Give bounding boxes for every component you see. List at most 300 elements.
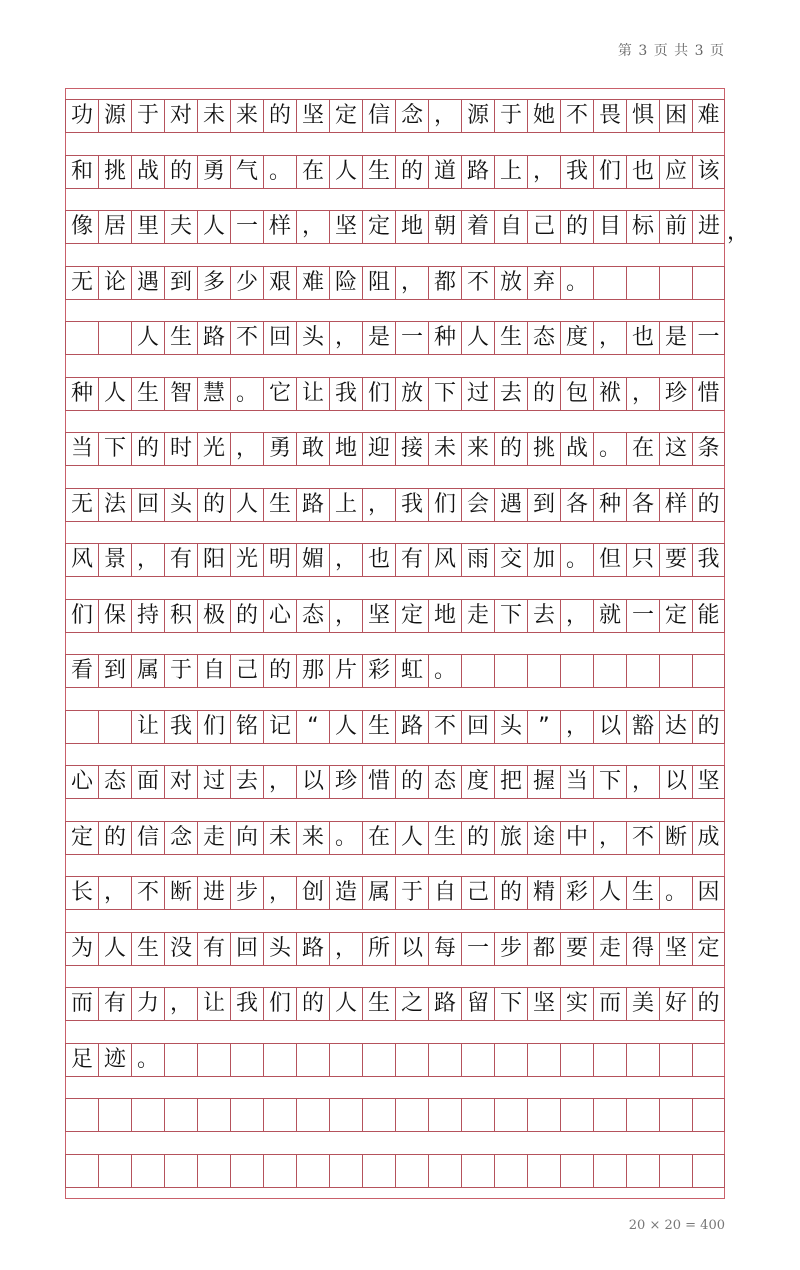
grid-cell bbox=[131, 1155, 164, 1187]
grid-cell: 属 bbox=[362, 877, 395, 909]
grid-cell: 们 bbox=[263, 988, 296, 1020]
grid-cell: 态 bbox=[296, 600, 329, 632]
grid-cell: 智 bbox=[164, 378, 197, 410]
grid-cell: 彩 bbox=[560, 877, 593, 909]
grid-cell bbox=[230, 1044, 263, 1076]
grid-cell: 人 bbox=[230, 489, 263, 521]
grid-cell: 样 bbox=[263, 211, 296, 243]
grid-cell: 接 bbox=[395, 433, 428, 465]
grid-row-text: 足迹。 bbox=[71, 1046, 171, 1072]
grid-cell: 我 bbox=[329, 378, 362, 410]
grid-cell: 定 bbox=[659, 600, 692, 632]
grid-cell: ， bbox=[329, 322, 362, 354]
grid-cell: 态 bbox=[428, 766, 461, 798]
grid-row bbox=[65, 210, 750, 245]
grid-cell: 险 bbox=[329, 267, 362, 299]
grid-cell: 像 bbox=[65, 211, 98, 243]
grid-cell: 她 bbox=[527, 100, 560, 132]
grid-cell: 的 bbox=[527, 378, 560, 410]
grid-cell: 头 bbox=[164, 489, 197, 521]
grid-cell: 途 bbox=[527, 822, 560, 854]
grid-cell bbox=[692, 267, 725, 299]
grid-cell bbox=[428, 1099, 461, 1131]
grid-row bbox=[65, 99, 725, 133]
grid-cell bbox=[461, 1155, 494, 1187]
grid-cell bbox=[560, 1155, 593, 1187]
grid-cell bbox=[263, 1099, 296, 1131]
grid-cell: 会 bbox=[461, 489, 494, 521]
grid-cell: 坚 bbox=[659, 933, 692, 965]
grid-cell: 于 bbox=[494, 100, 527, 132]
grid-cell: 去 bbox=[494, 378, 527, 410]
grid-cell: 地 bbox=[428, 600, 461, 632]
grid-cell: 有 bbox=[197, 933, 230, 965]
grid-cell: 得 bbox=[626, 933, 659, 965]
grid-cell: ， bbox=[296, 211, 329, 243]
grid-cell: 创 bbox=[296, 877, 329, 909]
grid-cell: 之 bbox=[395, 988, 428, 1020]
grid-cell: 勇 bbox=[197, 156, 230, 188]
grid-cell: 定 bbox=[692, 933, 725, 965]
grid-cell: 来 bbox=[461, 433, 494, 465]
grid-cell: 走 bbox=[461, 600, 494, 632]
grid-cell: 路 bbox=[296, 933, 329, 965]
grid-cell: 坚 bbox=[296, 100, 329, 132]
grid-cell: 片 bbox=[329, 655, 362, 687]
grid-cell bbox=[395, 1155, 428, 1187]
grid-cell: 我 bbox=[395, 489, 428, 521]
grid-cell: 的 bbox=[692, 489, 725, 521]
grid-cell bbox=[65, 1099, 98, 1131]
grid-cell: 有 bbox=[164, 544, 197, 576]
grid-cell bbox=[329, 1099, 362, 1131]
grid-cell: 而 bbox=[65, 988, 98, 1020]
grid-cell bbox=[494, 1155, 527, 1187]
grid-cell: 来 bbox=[296, 822, 329, 854]
grid-cell: 着 bbox=[461, 211, 494, 243]
grid-cell: 袱 bbox=[593, 378, 626, 410]
grid-cell: 念 bbox=[164, 822, 197, 854]
grid-cell: 一 bbox=[692, 322, 725, 354]
grid-cell: 难 bbox=[692, 100, 725, 132]
grid-cell: 。 bbox=[659, 877, 692, 909]
grid-cell: 生 bbox=[263, 489, 296, 521]
grid-cell: 源 bbox=[461, 100, 494, 132]
grid-cell bbox=[230, 1155, 263, 1187]
grid-cell: 坚 bbox=[692, 766, 725, 798]
grid-cell: 生 bbox=[164, 322, 197, 354]
grid-cell: 。 bbox=[560, 267, 593, 299]
grid-cell: 彩 bbox=[362, 655, 395, 687]
grid-cell: 到 bbox=[527, 489, 560, 521]
grid-row bbox=[65, 266, 725, 300]
grid-cell: 头 bbox=[263, 933, 296, 965]
grid-row bbox=[65, 599, 725, 633]
grid-cell: 们 bbox=[362, 378, 395, 410]
grid-cell: 保 bbox=[98, 600, 131, 632]
grid-cell: 在 bbox=[296, 156, 329, 188]
grid-cell: 头 bbox=[296, 322, 329, 354]
grid-cell: 到 bbox=[98, 655, 131, 687]
grid-cell bbox=[98, 1155, 131, 1187]
grid-cell: 自 bbox=[428, 877, 461, 909]
grid-cell: 己 bbox=[230, 655, 263, 687]
grid-cell bbox=[593, 1099, 626, 1131]
grid-cell: 生 bbox=[131, 933, 164, 965]
grid-cell: 生 bbox=[494, 322, 527, 354]
grid-cell: 己 bbox=[527, 211, 560, 243]
grid-cell: 交 bbox=[494, 544, 527, 576]
grid-cell: 态 bbox=[98, 766, 131, 798]
grid-cell bbox=[692, 1155, 725, 1187]
grid-cell: 明 bbox=[263, 544, 296, 576]
grid-cell: 雨 bbox=[461, 544, 494, 576]
grid-cell: 握 bbox=[527, 766, 560, 798]
grid-cell: 夫 bbox=[164, 211, 197, 243]
grid-cell: 属 bbox=[131, 655, 164, 687]
grid-cell: 对 bbox=[164, 100, 197, 132]
grid-cell: 下 bbox=[593, 766, 626, 798]
grid-cell bbox=[428, 1155, 461, 1187]
grid-cell: 积 bbox=[164, 600, 197, 632]
grid-cell: 生 bbox=[131, 378, 164, 410]
grid-cell: 把 bbox=[494, 766, 527, 798]
grid-cell: 少 bbox=[230, 267, 263, 299]
grid-cell: 艰 bbox=[263, 267, 296, 299]
grid-cell: 而 bbox=[593, 988, 626, 1020]
grid-cell: 不 bbox=[428, 711, 461, 743]
grid-cell: 遇 bbox=[131, 267, 164, 299]
grid-cell: 来 bbox=[230, 100, 263, 132]
grid-cell: 未 bbox=[197, 100, 230, 132]
grid-cell: 在 bbox=[626, 433, 659, 465]
grid-cell bbox=[65, 322, 98, 354]
grid-cell: 过 bbox=[197, 766, 230, 798]
grid-cell: ， bbox=[263, 766, 296, 798]
grid-cell: 路 bbox=[197, 322, 230, 354]
grid-row bbox=[65, 377, 725, 411]
grid-cell: 我 bbox=[230, 988, 263, 1020]
grid-cell: 定 bbox=[362, 211, 395, 243]
grid-cell: 未 bbox=[263, 822, 296, 854]
grid-cell: 以 bbox=[395, 933, 428, 965]
grid-cell: 是 bbox=[362, 322, 395, 354]
grid-cell: 人 bbox=[395, 822, 428, 854]
grid-cell: 人 bbox=[593, 877, 626, 909]
grid-cell: 遇 bbox=[494, 489, 527, 521]
grid-cell: 的 bbox=[296, 988, 329, 1020]
grid-cell: 放 bbox=[395, 378, 428, 410]
grid-cell: 各 bbox=[626, 489, 659, 521]
grid-cell bbox=[593, 655, 626, 687]
grid-cell bbox=[197, 1155, 230, 1187]
grid-cell: 有 bbox=[395, 544, 428, 576]
grid-cell: 人 bbox=[461, 322, 494, 354]
grid-cell: 下 bbox=[428, 378, 461, 410]
grid-cell: 信 bbox=[362, 100, 395, 132]
grid-cell: 极 bbox=[197, 600, 230, 632]
grid-cell: 种 bbox=[65, 378, 98, 410]
grid-cell: 。 bbox=[593, 433, 626, 465]
grid-cell: 一 bbox=[461, 933, 494, 965]
grid-cell: 但 bbox=[593, 544, 626, 576]
grid-cell: 迎 bbox=[362, 433, 395, 465]
grid-cell: 进 bbox=[197, 877, 230, 909]
grid-cell: 的 bbox=[263, 655, 296, 687]
grid-cell: 铭 bbox=[230, 711, 263, 743]
grid-cell: 心 bbox=[65, 766, 98, 798]
grid-cell: 不 bbox=[131, 877, 164, 909]
grid-cell bbox=[164, 1099, 197, 1131]
grid-cell: 。 bbox=[329, 822, 362, 854]
grid-cell: 生 bbox=[362, 156, 395, 188]
grid-cell: 样 bbox=[659, 489, 692, 521]
grid-cell: 人 bbox=[197, 211, 230, 243]
grid-row bbox=[65, 1154, 725, 1188]
grid-cell: 各 bbox=[560, 489, 593, 521]
grid-cell: 下 bbox=[494, 600, 527, 632]
grid-cell: ， bbox=[230, 433, 263, 465]
grid-cell: 的 bbox=[560, 211, 593, 243]
grid-cell: 我 bbox=[692, 544, 725, 576]
grid-cell: 我 bbox=[560, 156, 593, 188]
grid-cell: 的 bbox=[230, 600, 263, 632]
grid-cell: 的 bbox=[692, 711, 725, 743]
grid-cell bbox=[494, 1044, 527, 1076]
grid-cell bbox=[65, 1155, 98, 1187]
grid-cell: 那 bbox=[296, 655, 329, 687]
grid-cell: 前 bbox=[659, 211, 692, 243]
grid-cell: 所 bbox=[362, 933, 395, 965]
grid-cell: 旅 bbox=[494, 822, 527, 854]
grid-row bbox=[65, 155, 725, 189]
grid-cell: 风 bbox=[65, 544, 98, 576]
grid-cell: 豁 bbox=[626, 711, 659, 743]
grid-cell bbox=[626, 1099, 659, 1131]
grid-cell: 回 bbox=[230, 933, 263, 965]
grid-cell: 于 bbox=[131, 100, 164, 132]
grid-cell: 种 bbox=[428, 322, 461, 354]
grid-cell: 的 bbox=[461, 822, 494, 854]
grid-cell: ， bbox=[98, 877, 131, 909]
grid-cell: 的 bbox=[131, 433, 164, 465]
grid-cell: 没 bbox=[164, 933, 197, 965]
grid-cell bbox=[560, 1099, 593, 1131]
grid-cell: 应 bbox=[659, 156, 692, 188]
grid-cell: 长 bbox=[65, 877, 98, 909]
grid-cell: 人 bbox=[98, 378, 131, 410]
grid-cell: ， bbox=[527, 156, 560, 188]
grid-cell: ， bbox=[560, 600, 593, 632]
grid-cell: 断 bbox=[659, 822, 692, 854]
grid-cell: 敢 bbox=[296, 433, 329, 465]
grid-cell: 度 bbox=[461, 766, 494, 798]
grid-cell bbox=[329, 1044, 362, 1076]
grid-cell: 以 bbox=[593, 711, 626, 743]
grid-cell: 好 bbox=[659, 988, 692, 1020]
grid-cell: 们 bbox=[428, 489, 461, 521]
grid-cell: 该 bbox=[692, 156, 725, 188]
grid-cell: 过 bbox=[461, 378, 494, 410]
grid-cell: 坚 bbox=[329, 211, 362, 243]
grid-cell bbox=[692, 655, 725, 687]
grid-cell: 路 bbox=[395, 711, 428, 743]
grid-row bbox=[65, 1043, 725, 1077]
grid-cell: 去 bbox=[527, 600, 560, 632]
grid-cell: 步 bbox=[230, 877, 263, 909]
composition-grid bbox=[65, 88, 750, 1199]
grid-cell: ， bbox=[626, 766, 659, 798]
grid-cell: 珍 bbox=[659, 378, 692, 410]
grid-cell bbox=[527, 1099, 560, 1131]
grid-cell: 定 bbox=[395, 600, 428, 632]
grid-cell: ， bbox=[626, 378, 659, 410]
grid-cell: 成 bbox=[692, 822, 725, 854]
grid-cell: 面 bbox=[131, 766, 164, 798]
grid-cell: 向 bbox=[230, 822, 263, 854]
grid-cell bbox=[197, 1099, 230, 1131]
grid-cell: 都 bbox=[527, 933, 560, 965]
grid-cell: 于 bbox=[164, 655, 197, 687]
grid-row bbox=[65, 765, 725, 799]
grid-cell bbox=[560, 1044, 593, 1076]
grid-cell: 断 bbox=[164, 877, 197, 909]
grid-cell: 为 bbox=[65, 933, 98, 965]
grid-cell: 因 bbox=[692, 877, 725, 909]
grid-cell bbox=[263, 1155, 296, 1187]
grid-cell: ， bbox=[428, 100, 461, 132]
grid-cell: 坚 bbox=[362, 600, 395, 632]
grid-cell: 到 bbox=[164, 267, 197, 299]
grid-cell: 要 bbox=[560, 933, 593, 965]
grid-cell: 自 bbox=[197, 655, 230, 687]
grid-cell: 有 bbox=[98, 988, 131, 1020]
grid-cell bbox=[65, 711, 98, 743]
grid-cell bbox=[593, 1044, 626, 1076]
grid-cell: 。 bbox=[263, 156, 296, 188]
grid-cell: 这 bbox=[659, 433, 692, 465]
grid-cell: 多 bbox=[197, 267, 230, 299]
grid-cell: 持 bbox=[131, 600, 164, 632]
grid-cell: 不 bbox=[461, 267, 494, 299]
grid-cell: 让 bbox=[197, 988, 230, 1020]
grid-cell bbox=[692, 1099, 725, 1131]
grid-cell bbox=[428, 1044, 461, 1076]
grid-cell: 一 bbox=[626, 600, 659, 632]
grid-cell: 法 bbox=[98, 489, 131, 521]
grid-cell: ， bbox=[593, 822, 626, 854]
grid-cell: 定 bbox=[329, 100, 362, 132]
grid-cell: 功 bbox=[65, 100, 98, 132]
grid-cell: ， bbox=[263, 877, 296, 909]
grid-cell: 加 bbox=[527, 544, 560, 576]
grid-cell: 畏 bbox=[593, 100, 626, 132]
grid-cell: ， bbox=[362, 489, 395, 521]
grid-cell: 们 bbox=[593, 156, 626, 188]
grid-cell bbox=[527, 1155, 560, 1187]
grid-cell: 人 bbox=[329, 988, 362, 1020]
grid-row bbox=[65, 932, 725, 966]
grid-cell: 要 bbox=[659, 544, 692, 576]
grid-cell: 挑 bbox=[98, 156, 131, 188]
grid-cell: 回 bbox=[461, 711, 494, 743]
grid-row bbox=[65, 876, 725, 910]
grid-cell: 也 bbox=[362, 544, 395, 576]
grid-cell: 它 bbox=[263, 378, 296, 410]
grid-cell: 路 bbox=[428, 988, 461, 1020]
grid-cell: 目 bbox=[593, 211, 626, 243]
grid-cell: 坚 bbox=[527, 988, 560, 1020]
grid-cell: “ bbox=[296, 711, 329, 743]
grid-cell bbox=[659, 655, 692, 687]
grid-cell: 回 bbox=[131, 489, 164, 521]
grid-cell: 困 bbox=[659, 100, 692, 132]
grid-cell: 进 bbox=[692, 211, 725, 243]
grid-cell: 于 bbox=[395, 877, 428, 909]
grid-cell: 都 bbox=[428, 267, 461, 299]
grid-cell: 心 bbox=[263, 600, 296, 632]
page-number: 第 3 页 共 3 页 bbox=[617, 43, 725, 59]
grid-row bbox=[65, 432, 725, 466]
grid-cell: 走 bbox=[593, 933, 626, 965]
grid-cell: 光 bbox=[230, 544, 263, 576]
grid-cell: 地 bbox=[329, 433, 362, 465]
grid-cell: 地 bbox=[395, 211, 428, 243]
grid-cell: 的 bbox=[197, 489, 230, 521]
grid-cell: 媚 bbox=[296, 544, 329, 576]
grid-cell: 以 bbox=[659, 766, 692, 798]
grid-cell: 信 bbox=[131, 822, 164, 854]
grid-cell: 念 bbox=[395, 100, 428, 132]
grid-cell bbox=[659, 1099, 692, 1131]
grid-cell: 勇 bbox=[263, 433, 296, 465]
grid-cell: 光 bbox=[197, 433, 230, 465]
grid-cell bbox=[626, 1044, 659, 1076]
grid-cell bbox=[230, 1099, 263, 1131]
grid-cell bbox=[98, 1099, 131, 1131]
grid-cell: 人 bbox=[98, 933, 131, 965]
grid-cell: 论 bbox=[98, 267, 131, 299]
grid-cell: 风 bbox=[428, 544, 461, 576]
grid-cell: 时 bbox=[164, 433, 197, 465]
grid-cell bbox=[593, 1155, 626, 1187]
grid-cell: 只 bbox=[626, 544, 659, 576]
grid-cell: 上 bbox=[494, 156, 527, 188]
grid-cell: 慧 bbox=[197, 378, 230, 410]
grid-cell: 无 bbox=[65, 489, 98, 521]
grid-cell: 难 bbox=[296, 267, 329, 299]
grid-cell: 的 bbox=[494, 877, 527, 909]
grid-cell: 的 bbox=[395, 156, 428, 188]
grid-cell bbox=[527, 655, 560, 687]
grid-cell: 战 bbox=[131, 156, 164, 188]
grid-cell bbox=[263, 1044, 296, 1076]
grid-cell: 。 bbox=[560, 544, 593, 576]
grid-cell: 朝 bbox=[428, 211, 461, 243]
grid-cell: 路 bbox=[296, 489, 329, 521]
grid-cell: 虹 bbox=[395, 655, 428, 687]
grid-cell bbox=[98, 711, 131, 743]
grid-cell bbox=[362, 1155, 395, 1187]
grid-cell: 能 bbox=[692, 600, 725, 632]
grid-cell bbox=[494, 1099, 527, 1131]
grid-cell: 生 bbox=[362, 711, 395, 743]
grid-cell: 就 bbox=[593, 600, 626, 632]
grid-cell: 一 bbox=[230, 211, 263, 243]
grid-cell: 度 bbox=[560, 322, 593, 354]
grid-size-label: 20 × 20 = 400 bbox=[628, 1218, 725, 1233]
grid-cell: 态 bbox=[527, 322, 560, 354]
